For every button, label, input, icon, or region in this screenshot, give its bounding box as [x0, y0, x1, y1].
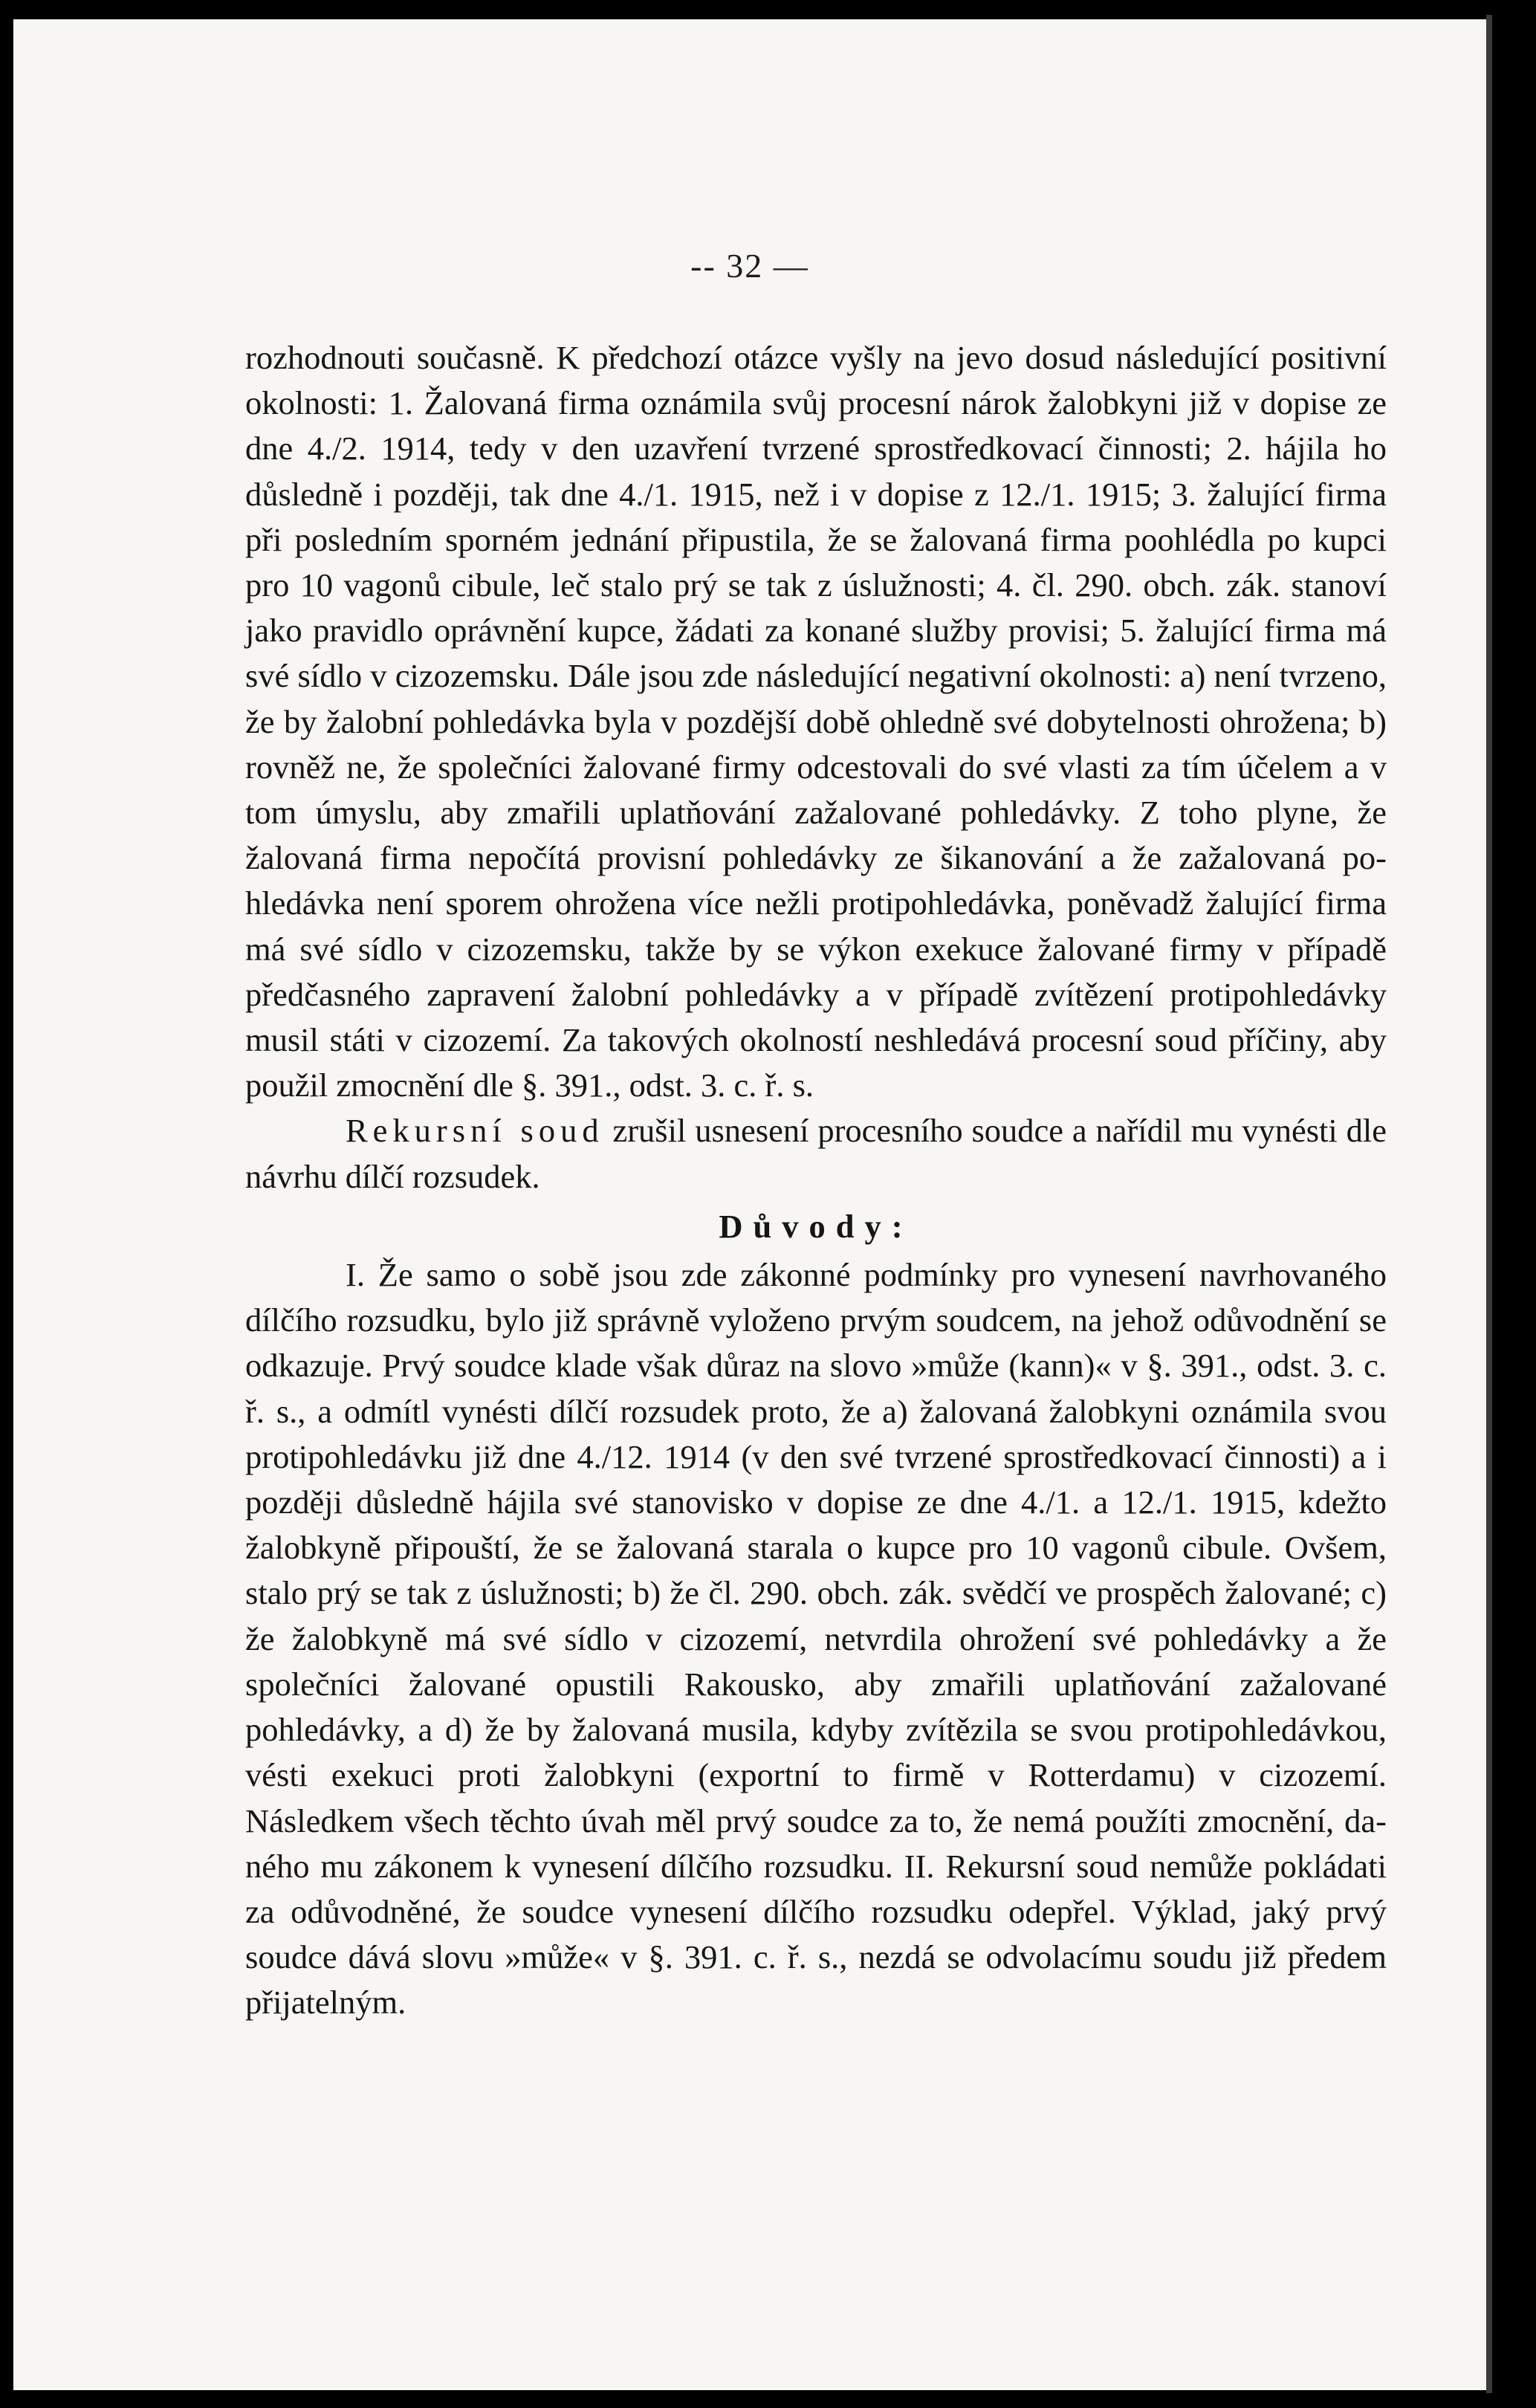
scanned-page — [13, 19, 1486, 2390]
paragraph-reasons: I. Že samo o sobě jsou zde zákonné podmínky pro vynesení navrhovaného dílčího rozsudku, bylo již správně vyloženo prvým soudcem, na jehož odůvodnění se odkazuje. Prvý soudce klade však důraz na slovo »může (kann)« v §. 391., odst. 3. c. ř. s., a odmítl vynésti dílčí rozsudek proto, že a) žalovaná žalobkyni oznámila svou protipohledávku již dne 4./12. 1914 (v den své tvrzené sprostředkovací činnosti) a i později důsledně hájila své stanovisko v dopise ze dne 4./1. a 12./1. 1915, kdežto žalobkyně připouští, že se žalovaná starala o kupce pro 10 vagonů cibule. Ovšem, stalo prý se tak z úslužnosti; b) že čl. 290. obch. zák. svědčí ve prospěch žalované; c) že žalobkyně má své sídlo v cizozemí, netvrdila ohrožení své pohledávky a že společníci žalované opustili Rakousko, aby zmařili uplatňování zažalované pohledávky, a d) že by žalovaná musila, kdyby zvítězila se svou protipohledávkou, vésti exekuci proti žalobkyni (exportní to firmě v Rotterdamu) v cizozemí. Následkem všech těchto úvah měl prvý soudce za to, že nemá použíti zmocnění, daného mu zákonem k vynesení dílčího rozsudku. II. Rekursní soud nemůže pokládati za odůvodněné, že soudce vynesení dílčího rozsudku odepřel. Výklad, jaký prvý soudce dává slovu »může« v §. 391. c. ř. s., nezdá se odvolacímu soudu již předem přijatelným. — [245, 1256, 1387, 2022]
recourse-court-text: zrušil usnesení procesního soudce a nařídil mu vynésti dle návrhu dílčí rozsudek. — [245, 1112, 1387, 1195]
paragraph-recourse-court — [245, 1108, 1387, 1199]
body-text — [245, 335, 1387, 2026]
recourse-court-label: Rekursní soud — [346, 1112, 604, 1150]
section-heading-reasons: Důvody: — [719, 1207, 913, 1245]
page-edge — [1486, 15, 1492, 2393]
paragraph-facts: rozhodnouti současně. K předchozí otázce vyšly na jevo dosud následující positivní okolnosti: 1. Žalovaná firma oznámila svůj procesní nárok žalobkyni již v dopise ze dne 4./2. 1914, tedy v den uzavření tvrzené sprostředkovací činnosti; 2. hájila ho důsledně i později, tak dne 4./1. 1915, než i v dopise z 12./1. 1915; 3. žalující firma při posledním sporném jednání připustila, že se žalovaná firma poohlédla po kupci pro 10 vagonů cibule, leč stalo prý se tak z úslužnosti; 4. čl. 290. obch. zák. stanoví jako pravidlo oprávnění kupce, žádati za konané služby provisi; 5. žalující firma má své sídlo v cizozemsku. Dále jsou zde následující negativní okolnosti: a) není tvrzeno, že by žalobní pohledávka byla v pozdější době ohledně své dobytelnosti ohrožena; b) rovněž ne, že společníci žalované firmy odcestovali do své vlasti za tím účelem a v tom úmyslu, aby zmařili uplatňování zažalované pohledávky. Z toho plyne, že žalovaná firma nepočítá provisní pohledávky ze šikanování a že zažalovaná pohledávka není sporem ohrožena více nežli protipohledávka, poněvadž žalující firma má své sídlo v cizozemsku, takže by se výkon exekuce žalované firmy v případě předčasného zapravení žalobní pohledávky a v případě zvítězení protipohledávky musil státi v cizozemí. Za takových okolností neshledává procesní soud příčiny, aby použil zmocnění dle §. 391., odst. 3. c. ř. s. — [245, 339, 1387, 1104]
page-number: -- 32 — — [690, 247, 809, 285]
